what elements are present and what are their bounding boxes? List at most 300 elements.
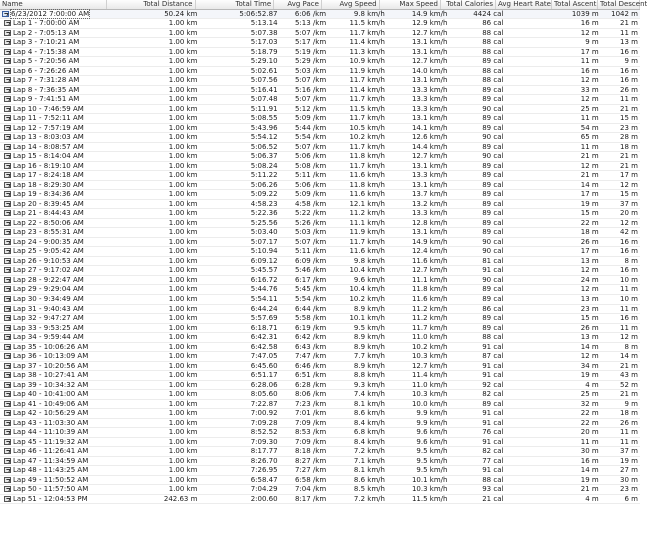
cell-avg-speed: 8.9 km/h — [353, 361, 385, 370]
cell-total-calories: 89 cal — [482, 114, 504, 123]
lap-icon — [4, 115, 11, 121]
activity-row[interactable] — [0, 10, 640, 20]
row-label: Lap 3 - 7:10:21 AM — [13, 38, 80, 47]
cell-total-calories: 76 cal — [482, 428, 504, 437]
table-row[interactable] — [0, 476, 640, 486]
cell-avg-heart-rate — [505, 333, 557, 342]
cell-total-ascent: 17 m — [580, 247, 599, 256]
cell-name — [0, 19, 109, 28]
cell-total-calories: 89 cal — [482, 57, 504, 66]
cell-avg-pace: 8:18 /km — [294, 447, 327, 456]
row-label: Lap 23 - 8:55:31 AM — [13, 228, 84, 237]
cell-avg-heart-rate — [505, 86, 557, 95]
cell-total-descent: 23 m — [620, 123, 638, 132]
cell-avg-speed: 9.6 km/h — [353, 275, 385, 284]
cell-total-distance: 1.00 km — [168, 133, 198, 142]
cell-name — [0, 419, 109, 428]
cell-name — [0, 133, 109, 142]
table-row[interactable] — [0, 295, 640, 305]
cell-avg-pace: 5:07 /km — [294, 95, 327, 104]
cell-avg-pace: 5:29 /km — [294, 57, 327, 66]
header-avg-speed[interactable]: Avg Speed — [322, 0, 380, 9]
lap-icon — [4, 77, 11, 83]
cell-total-distance: 1.00 km — [168, 437, 198, 446]
lap-icon — [4, 382, 11, 388]
cell-total-descent: 20 m — [620, 209, 638, 218]
row-label: Lap 45 - 11:19:32 AM — [13, 437, 89, 446]
cell-avg-speed: 10.5 km/h — [349, 123, 385, 132]
cell-total-distance: 1.00 km — [168, 76, 198, 85]
table-row[interactable] — [0, 276, 640, 286]
cell-max-speed: 10.3 km/h — [411, 352, 448, 361]
lap-icon — [4, 286, 11, 292]
cell-name — [0, 190, 109, 199]
cell-total-calories: 88 cal — [482, 38, 504, 47]
cell-avg-pace: 5:11 /km — [294, 171, 327, 180]
row-label: Lap 46 - 11:26:41 AM — [13, 447, 89, 456]
cell-total-ascent: 4 m — [585, 494, 599, 503]
cell-avg-heart-rate — [505, 438, 557, 447]
cell-max-speed: 9.5 km/h — [416, 466, 448, 475]
cell-max-speed: 13.1 km/h — [411, 47, 448, 56]
cell-avg-pace: 7:09 /km — [294, 418, 327, 427]
cell-total-ascent: 24 m — [580, 275, 599, 284]
cell-avg-pace: 7:23 /km — [294, 399, 327, 408]
table-row[interactable] — [0, 419, 640, 429]
cell-avg-speed: 11.6 km/h — [349, 171, 385, 180]
cell-total-descent: 11 m — [620, 28, 638, 37]
cell-avg-speed: 8.5 km/h — [353, 485, 385, 494]
cell-max-speed: 9.9 km/h — [416, 418, 448, 427]
cell-total-descent: 15 m — [620, 190, 638, 199]
table-row[interactable] — [0, 495, 640, 505]
cell-total-calories: 82 cal — [482, 447, 504, 456]
cell-name — [0, 476, 109, 485]
cell-name — [0, 10, 109, 19]
cell-avg-speed: 8.1 km/h — [353, 399, 385, 408]
cell-total-time: 5:08.55 — [250, 114, 278, 123]
cell-max-speed: 9.5 km/h — [416, 456, 448, 465]
cell-total-calories: 89 cal — [482, 314, 504, 323]
cell-max-speed: 9.6 km/h — [416, 437, 448, 446]
cell-total-distance: 1.00 km — [168, 361, 198, 370]
cell-name — [0, 67, 109, 76]
cell-total-distance: 1.00 km — [168, 342, 198, 351]
cell-avg-speed: 7.2 km/h — [353, 494, 385, 503]
table-body — [0, 10, 640, 505]
table-row[interactable] — [0, 409, 640, 419]
row-label: Lap 11 - 7:52:11 AM — [13, 114, 84, 123]
cell-total-distance: 50.24 km — [164, 9, 198, 18]
cell-total-ascent: 22 m — [580, 418, 599, 427]
cell-max-speed: 9.5 km/h — [416, 447, 448, 456]
table-row[interactable] — [0, 390, 640, 400]
table-row[interactable] — [0, 38, 640, 48]
table-row[interactable] — [0, 457, 640, 467]
cell-avg-heart-rate — [505, 181, 557, 190]
cell-name — [0, 105, 109, 114]
header-total-calories[interactable]: Total Calories — [441, 0, 496, 9]
row-label: Lap 47 - 11:34:59 AM — [13, 456, 89, 465]
cell-total-distance: 1.00 km — [168, 447, 198, 456]
table-row[interactable] — [0, 428, 640, 438]
cell-avg-speed: 11.4 km/h — [349, 85, 385, 94]
header-total-time[interactable]: Total Time — [196, 0, 275, 9]
cell-avg-heart-rate — [505, 419, 557, 428]
cell-max-speed: 11.6 km/h — [411, 294, 448, 303]
cell-avg-heart-rate — [505, 400, 557, 409]
table-row[interactable] — [0, 266, 640, 276]
cell-avg-speed: 12.1 km/h — [349, 199, 385, 208]
cell-total-calories: 4424 cal — [473, 9, 504, 18]
cell-total-time: 5:08.24 — [250, 161, 278, 170]
table-row[interactable] — [0, 133, 640, 143]
table-row[interactable] — [0, 114, 640, 124]
table-row[interactable] — [0, 485, 640, 495]
lap-icon — [4, 353, 11, 359]
cell-avg-pace: 5:54 /km — [294, 133, 327, 142]
row-label: Lap 48 - 11:43:25 AM — [13, 466, 89, 475]
row-label: Lap 6 - 7:26:26 AM — [13, 66, 80, 75]
header-name[interactable]: Name — [0, 0, 107, 9]
cell-total-calories: 91 cal — [482, 418, 504, 427]
table-row[interactable] — [0, 209, 640, 219]
table-row[interactable] — [0, 162, 640, 172]
cell-avg-pace: 5:12 /km — [294, 104, 327, 113]
cell-max-speed: 10.3 km/h — [411, 390, 448, 399]
cell-avg-pace: 5:07 /km — [294, 76, 327, 85]
cell-total-calories: 89 cal — [482, 95, 504, 104]
table-row[interactable] — [0, 219, 640, 229]
table-row[interactable] — [0, 314, 640, 324]
cell-total-time: 5:02.61 — [250, 66, 278, 75]
cell-avg-heart-rate — [505, 371, 557, 380]
cell-avg-speed: 8.9 km/h — [353, 304, 385, 313]
lap-icon — [4, 477, 11, 483]
cell-max-speed: 12.7 km/h — [411, 57, 448, 66]
row-label: Lap 17 - 8:24:18 AM — [13, 171, 84, 180]
table-row[interactable] — [0, 447, 640, 457]
table-row[interactable] — [0, 76, 640, 86]
cell-avg-pace: 5:45 /km — [294, 285, 327, 294]
cell-avg-heart-rate — [505, 200, 557, 209]
table-row[interactable] — [0, 190, 640, 200]
cell-total-ascent: 19 m — [580, 475, 599, 484]
row-label: Lap 27 - 9:17:02 AM — [13, 266, 84, 275]
cell-avg-heart-rate — [505, 171, 557, 180]
row-label: Lap 2 - 7:05:13 AM — [13, 28, 80, 37]
table-row[interactable] — [0, 228, 640, 238]
cell-avg-speed: 7.1 km/h — [353, 456, 385, 465]
cell-total-distance: 1.00 km — [168, 237, 198, 246]
cell-name — [0, 295, 109, 304]
table-row[interactable] — [0, 124, 640, 134]
table-row[interactable] — [0, 333, 640, 343]
row-label: Lap 42 - 10:56:29 AM — [13, 409, 89, 418]
cell-total-descent: 11 m — [620, 428, 638, 437]
cell-total-distance: 1.00 km — [168, 180, 198, 189]
header-total-descent[interactable]: Total Descent — [600, 0, 647, 8]
table-row[interactable] — [0, 305, 640, 315]
row-label: Lap 35 - 10:06:26 AM — [13, 342, 89, 351]
cell-total-descent: 12 m — [620, 333, 638, 342]
cell-total-time: 5:10.94 — [250, 247, 278, 256]
cell-total-time: 5:11.22 — [250, 171, 278, 180]
table-row[interactable] — [0, 324, 640, 334]
table-row[interactable] — [0, 152, 640, 162]
cell-avg-pace: 5:16 /km — [294, 85, 327, 94]
cell-total-distance: 1.00 km — [168, 380, 198, 389]
table-row[interactable] — [0, 438, 640, 448]
lap-icon — [4, 439, 11, 445]
cell-total-calories: 90 cal — [482, 275, 504, 284]
cell-total-distance: 1.00 km — [168, 28, 198, 37]
cell-avg-pace: 8:17 /km — [294, 494, 327, 503]
cell-total-calories: 91 cal — [482, 361, 504, 370]
table-row[interactable] — [0, 57, 640, 67]
cell-avg-heart-rate — [505, 428, 557, 437]
table-row[interactable] — [0, 143, 640, 153]
cell-total-ascent: 16 m — [580, 66, 599, 75]
cell-max-speed: 13.1 km/h — [411, 76, 448, 85]
header-total-distance[interactable]: Total Distance — [107, 0, 196, 9]
table-row[interactable] — [0, 381, 640, 391]
cell-avg-heart-rate — [505, 362, 557, 371]
cell-name — [0, 457, 109, 466]
table-row[interactable] — [0, 181, 640, 191]
table-row[interactable] — [0, 19, 640, 29]
cell-total-time: 5:13.14 — [250, 19, 278, 28]
lap-icon — [4, 58, 11, 64]
table-row[interactable] — [0, 247, 640, 257]
cell-name — [0, 485, 109, 494]
cell-total-ascent: 17 m — [580, 190, 599, 199]
cell-name — [0, 285, 109, 294]
lap-icon — [4, 391, 11, 397]
cell-avg-pace: 6:06 /km — [294, 9, 327, 18]
cell-total-time: 5:07.38 — [250, 28, 278, 37]
table-row[interactable] — [0, 67, 640, 77]
table-row[interactable] — [0, 343, 640, 353]
cell-total-ascent: 34 m — [580, 361, 599, 370]
cell-total-calories: 89 cal — [482, 123, 504, 132]
cell-name — [0, 181, 109, 190]
cell-avg-heart-rate — [505, 114, 557, 123]
cell-total-time: 5:18.79 — [250, 47, 278, 56]
cell-avg-heart-rate — [505, 124, 557, 133]
table-row[interactable] — [0, 105, 640, 115]
cell-total-ascent: 9 m — [585, 38, 599, 47]
cell-total-time: 6:18.71 — [250, 323, 278, 332]
table-row[interactable] — [0, 362, 640, 372]
cell-max-speed: 9.9 km/h — [416, 409, 448, 418]
table-row[interactable] — [0, 285, 640, 295]
cell-total-descent: 16 m — [620, 266, 638, 275]
cell-max-speed: 14.0 km/h — [411, 66, 448, 75]
cell-total-distance: 1.00 km — [168, 171, 198, 180]
cell-total-time: 5:16.41 — [250, 85, 278, 94]
cell-name — [0, 162, 109, 171]
cell-max-speed: 13.3 km/h — [411, 104, 448, 113]
row-label: Lap 51 - 12:04:53 PM — [13, 494, 88, 503]
cell-total-time: 7:22.87 — [250, 399, 278, 408]
lap-icon — [4, 163, 11, 169]
cell-total-time: 5:03.40 — [250, 228, 278, 237]
lap-icon — [4, 486, 11, 492]
cell-total-descent: 13 m — [620, 38, 638, 47]
cell-total-descent: 8 m — [624, 256, 638, 265]
row-label: Lap 25 - 9:05:42 AM — [13, 247, 84, 256]
header-total-ascent[interactable]: Total Ascent — [554, 0, 597, 8]
cell-avg-heart-rate — [505, 257, 557, 266]
cell-total-time: 5:44.76 — [250, 285, 278, 294]
column-header-row — [0, 0, 647, 10]
table-row[interactable] — [0, 86, 640, 96]
cell-max-speed: 12.8 km/h — [411, 218, 448, 227]
lap-icon — [4, 277, 11, 283]
cell-avg-speed: 7.2 km/h — [353, 447, 385, 456]
cell-avg-speed: 7.4 km/h — [353, 390, 385, 399]
table-row[interactable] — [0, 352, 640, 362]
cell-total-ascent: 21 m — [580, 171, 599, 180]
cell-total-descent: 16 m — [620, 66, 638, 75]
cell-total-time: 5:29.10 — [250, 57, 278, 66]
cell-total-ascent: 11 m — [580, 142, 599, 151]
row-label: Lap 28 - 9:22:47 AM — [13, 275, 84, 284]
cell-max-speed: 12.7 km/h — [411, 28, 448, 37]
cell-name — [0, 95, 109, 104]
header-avg-pace[interactable]: Avg Pace — [274, 0, 322, 9]
cell-avg-speed: 11.8 km/h — [349, 180, 385, 189]
cell-name — [0, 352, 109, 361]
cell-avg-pace: 5:07 /km — [294, 237, 327, 246]
cell-total-ascent: 12 m — [580, 285, 599, 294]
table-row[interactable] — [0, 371, 640, 381]
row-label: Lap 34 - 9:59:44 AM — [13, 333, 84, 342]
table-row[interactable] — [0, 200, 640, 210]
cell-total-descent: 18 m — [620, 409, 638, 418]
row-label: Lap 14 - 8:08:57 AM — [13, 142, 84, 151]
lap-icon — [4, 458, 11, 464]
cell-max-speed: 13.1 km/h — [411, 180, 448, 189]
cell-total-calories: 88 cal — [482, 47, 504, 56]
cell-total-descent: 8 m — [624, 342, 638, 351]
table-row[interactable] — [0, 400, 640, 410]
cell-total-descent: 10 m — [620, 275, 638, 284]
cell-total-calories: 89 cal — [482, 171, 504, 180]
cell-name — [0, 86, 109, 95]
cell-max-speed: 13.3 km/h — [411, 171, 448, 180]
header-max-speed[interactable]: Max Speed — [380, 0, 441, 9]
cell-total-time: 5:43.96 — [250, 123, 278, 132]
cell-total-time: 7:09.30 — [250, 437, 278, 446]
cell-avg-heart-rate — [505, 152, 557, 161]
row-label: Lap 9 - 7:41:51 AM — [13, 95, 80, 104]
cell-total-time: 5:54.11 — [250, 294, 278, 303]
cell-name — [0, 305, 109, 314]
cell-avg-speed: 11.7 km/h — [349, 114, 385, 123]
lap-icon — [4, 248, 11, 254]
cell-avg-heart-rate — [505, 219, 557, 228]
table-row[interactable] — [0, 238, 640, 248]
table-row[interactable] — [0, 95, 640, 105]
cell-avg-heart-rate — [505, 466, 557, 475]
row-label: Lap 20 - 8:39:45 AM — [13, 199, 84, 208]
cell-total-time: 8:52.52 — [250, 428, 278, 437]
cell-max-speed: 13.3 km/h — [411, 209, 448, 218]
cell-total-time: 5:06.52 — [250, 142, 278, 151]
cell-name — [0, 76, 109, 85]
cell-avg-speed: 8.6 km/h — [353, 475, 385, 484]
cell-name — [0, 228, 109, 237]
cell-total-ascent: 14 m — [580, 180, 599, 189]
row-label: Lap 44 - 11:10:39 AM — [13, 428, 89, 437]
table-row[interactable] — [0, 48, 640, 58]
cell-avg-speed: 11.4 km/h — [349, 38, 385, 47]
row-label: Lap 5 - 7:20:56 AM — [13, 57, 80, 66]
lap-icon — [4, 467, 11, 473]
cell-total-calories: 90 cal — [482, 104, 504, 113]
cell-max-speed: 12.7 km/h — [411, 152, 448, 161]
cell-total-distance: 1.00 km — [168, 428, 198, 437]
cell-avg-heart-rate — [505, 305, 557, 314]
cell-avg-heart-rate — [505, 19, 557, 28]
cell-avg-pace: 5:58 /km — [294, 314, 327, 323]
lap-icon — [4, 106, 11, 112]
cell-avg-heart-rate — [505, 76, 557, 85]
cell-avg-heart-rate — [505, 238, 557, 247]
cell-total-descent: 17 m — [620, 171, 638, 180]
cell-max-speed: 11.2 km/h — [411, 314, 448, 323]
cell-total-calories: 82 cal — [482, 390, 504, 399]
table-row[interactable] — [0, 171, 640, 181]
cell-max-speed: 13.3 km/h — [411, 95, 448, 104]
cell-total-descent: 37 m — [620, 199, 638, 208]
cell-total-ascent: 21 m — [580, 485, 599, 494]
table-row[interactable] — [0, 257, 640, 267]
cell-avg-pace: 7:47 /km — [294, 352, 327, 361]
cell-total-distance: 1.00 km — [168, 304, 198, 313]
table-row[interactable] — [0, 466, 640, 476]
row-label: Lap 16 - 8:19:10 AM — [13, 161, 84, 170]
cell-total-distance: 1.00 km — [168, 456, 198, 465]
table-row[interactable] — [0, 29, 640, 39]
cell-max-speed: 10.3 km/h — [411, 485, 448, 494]
cell-avg-heart-rate — [505, 285, 557, 294]
lap-icon — [4, 201, 11, 207]
cell-total-ascent: 26 m — [580, 323, 599, 332]
row-label: Lap 10 - 7:46:59 AM — [13, 104, 84, 113]
row-label: Lap 26 - 9:10:53 AM — [13, 256, 84, 265]
cell-avg-heart-rate — [505, 48, 557, 57]
cell-total-time: 6:09.12 — [250, 256, 278, 265]
cell-avg-heart-rate — [505, 457, 557, 466]
lap-icon — [4, 258, 11, 264]
lap-icon — [4, 334, 11, 340]
cell-total-time: 5:22.36 — [250, 209, 278, 218]
cell-total-ascent: 65 m — [580, 133, 599, 142]
lap-icon — [4, 401, 11, 407]
cell-name — [0, 371, 109, 380]
cell-avg-speed: 11.7 km/h — [349, 237, 385, 246]
cell-total-ascent: 11 m — [580, 57, 599, 66]
cell-total-distance: 1.00 km — [168, 409, 198, 418]
cell-name — [0, 276, 109, 285]
cell-total-distance: 242.63 m — [163, 494, 198, 503]
cell-total-distance: 1.00 km — [168, 256, 198, 265]
cell-total-time: 6:42.58 — [250, 342, 278, 351]
header-avg-heart-rate[interactable]: Avg Heart Rate — [498, 0, 551, 8]
